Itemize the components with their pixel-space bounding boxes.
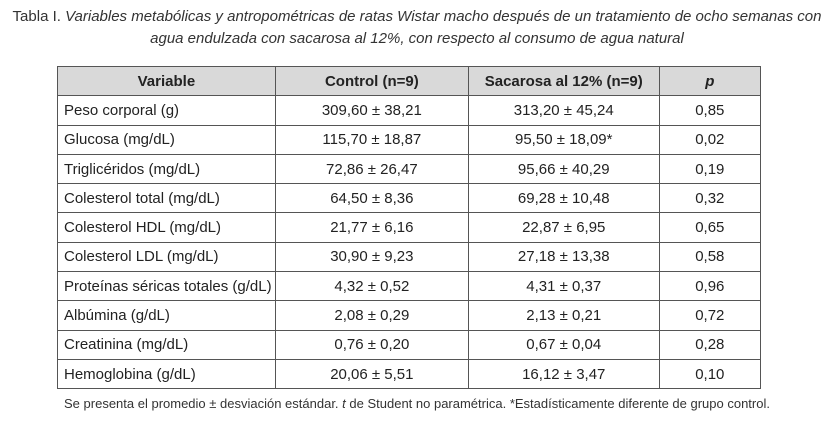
cell-p: 0,02 <box>659 125 760 154</box>
table-footnote <box>0 396 834 411</box>
data-table <box>57 66 761 389</box>
cell-p: 0,10 <box>659 359 760 388</box>
footnote-part1: Se presenta el promedio ± desviación estándar. <box>64 396 343 411</box>
cell-variable: Proteínas séricas totales (g/dL) <box>58 272 276 301</box>
footnote-t: t <box>342 396 346 411</box>
cell-control: 2,08 ± 0,29 <box>275 301 468 330</box>
cell-variable: Albúmina (g/dL) <box>58 301 276 330</box>
table-row <box>58 213 761 242</box>
header-control: Control (n=9) <box>275 67 468 96</box>
caption-label: Tabla I. <box>12 8 66 25</box>
cell-sacarosa: 313,20 ± 45,24 <box>468 96 659 125</box>
cell-control: 4,32 ± 0,52 <box>275 272 468 301</box>
cell-p: 0,28 <box>659 330 760 359</box>
cell-control: 309,60 ± 38,21 <box>275 96 468 125</box>
cell-variable: Colesterol total (mg/dL) <box>58 184 276 213</box>
table-row <box>58 242 761 271</box>
cell-variable: Peso corporal (g) <box>58 96 276 125</box>
table-row <box>58 301 761 330</box>
cell-control: 115,70 ± 18,87 <box>275 125 468 154</box>
cell-sacarosa: 2,13 ± 0,21 <box>468 301 659 330</box>
cell-control: 30,90 ± 9,23 <box>275 242 468 271</box>
table-header-row <box>58 67 761 96</box>
table-row <box>58 125 761 154</box>
table-row <box>58 154 761 183</box>
footnote-part2: de Student no paramétrica. *Estadísticamente diferente de grupo control. <box>345 396 770 411</box>
cell-p: 0,58 <box>659 242 760 271</box>
cell-p: 0,72 <box>659 301 760 330</box>
cell-p: 0,65 <box>659 213 760 242</box>
table-row <box>58 330 761 359</box>
cell-p: 0,96 <box>659 272 760 301</box>
cell-variable: Triglicéridos (mg/dL) <box>58 154 276 183</box>
cell-control: 72,86 ± 26,47 <box>275 154 468 183</box>
cell-sacarosa: 16,12 ± 3,47 <box>468 359 659 388</box>
cell-sacarosa: 27,18 ± 13,38 <box>468 242 659 271</box>
header-sacarosa: Sacarosa al 12% (n=9) <box>468 67 659 96</box>
cell-control: 21,77 ± 6,16 <box>275 213 468 242</box>
cell-variable: Creatinina (mg/dL) <box>58 330 276 359</box>
header-p: p <box>659 67 760 96</box>
cell-sacarosa: 4,31 ± 0,37 <box>468 272 659 301</box>
cell-variable: Colesterol HDL (mg/dL) <box>58 213 276 242</box>
cell-sacarosa: 22,87 ± 6,95 <box>468 213 659 242</box>
cell-sacarosa: 95,50 ± 18,09* <box>468 125 659 154</box>
cell-control: 0,76 ± 0,20 <box>275 330 468 359</box>
cell-control: 64,50 ± 8,36 <box>275 184 468 213</box>
table-row <box>58 96 761 125</box>
header-variable: Variable <box>58 67 276 96</box>
cell-variable: Colesterol LDL (mg/dL) <box>58 242 276 271</box>
cell-control: 20,06 ± 5,51 <box>275 359 468 388</box>
cell-sacarosa: 0,67 ± 0,04 <box>468 330 659 359</box>
cell-p: 0,85 <box>659 96 760 125</box>
cell-p: 0,32 <box>659 184 760 213</box>
table-row <box>58 272 761 301</box>
cell-variable: Glucosa (mg/dL) <box>58 125 276 154</box>
cell-sacarosa: 95,66 ± 40,29 <box>468 154 659 183</box>
cell-variable: Hemoglobina (g/dL) <box>58 359 276 388</box>
table-body <box>58 96 761 389</box>
cell-p: 0,19 <box>659 154 760 183</box>
table-row <box>58 184 761 213</box>
cell-sacarosa: 69,28 ± 10,48 <box>468 184 659 213</box>
table-row <box>58 359 761 388</box>
caption-text: Variables metabólicas y antropométricas de ratas Wistar macho después de un tratamiento de ocho semanas con agua endulzada con sacarosa al 12%, con respecto al consumo de agua natural <box>65 8 822 47</box>
table-caption <box>0 6 834 50</box>
